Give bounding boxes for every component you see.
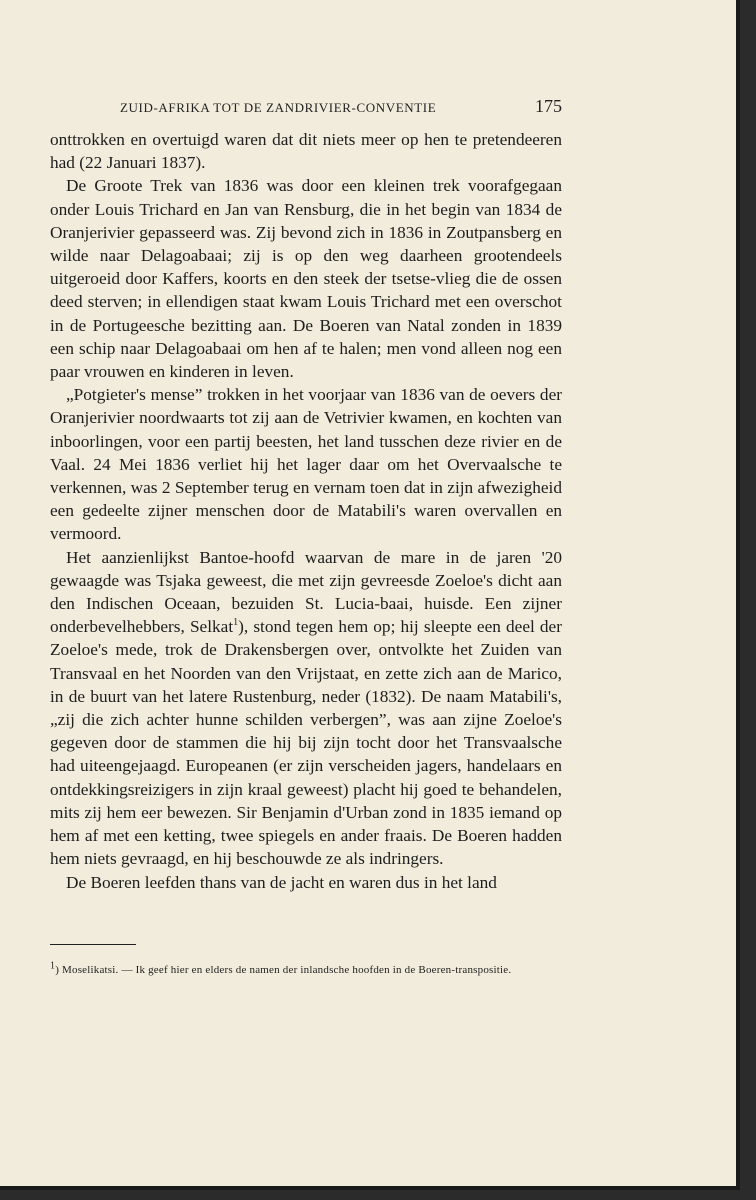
paragraph-text: Het aanzienlijkst Bantoe-hoofd waarvan de mare in de jaren '20 gewaagde was Tsjaka geweest, die met zijn gevreesde Zoeloe's dicht aan den Indischen Oceaan, bezuiden St. Lucia-baai, huisde. Een zijner onderbevelhebbers, Selkat <box>50 547 562 637</box>
footnote-text: ) Moselikatsi. — Ik geef hier en elders de namen der inlandsche hoofden in de Boeren-transpositie. <box>55 964 512 976</box>
footnote <box>50 962 562 978</box>
body-text <box>50 128 562 894</box>
footnote-reference: 1 <box>233 617 239 629</box>
paragraph <box>50 546 562 871</box>
paragraph: De Groote Trek van 1836 was door een kleinen trek voorafgegaan onder Louis Trichard en Jan van Rensburg, die in het begin van 1834 de Oranjerivier gepasseerd was. Zij bevond zich in 1836 in Zoutpansberg en wilde naar Delagoabaai; zij is op den weg daarheen grootendeels uitgeroeid door Kaffers, koorts en den steek der tsetse-vlieg die de ossen deed sterven; in ellendigen staat kwam Louis Trichard met een overschot in de Portugeesche bezitting aan. De Boeren van Natal zonden in 1839 een schip naar Delagoabaai om hen af te halen; men vond alleen nog een paar vrouwen en kinderen in leven. <box>50 176 562 382</box>
footnote-marker: 1 <box>50 960 56 972</box>
paragraph-text: ), stond tegen hem op; hij sleepte een deel der Zoeloe's mede, trok de Drakensbergen over, ontvolkte het Zuiden van Transvaal en het Noorden van den Vrijstaat, en zette zich aan de Marico, in de buurt van het latere Rustenburg, neder (1832). De naam Matabili's, „zij die zich achter hunne schilden verbergen”, was aan zijne Zoeloe's gegeven door de stammen die hij bij zijn tocht door het Transvaalsche had uiteengejaagd. Europeanen (er zijn verscheiden jagers, handelaars en ontdekkingsreizigers in zijn kraal geweest) placht hij goed te behandelen, mits zij hem eer bewezen. Sir Benjamin d'Urban zond in 1835 iemand op hem af met een ketting, twee spiegels en ander fraais. De Boeren hadden hem niets gevraagd, en hij beschouwde ze als indringers. <box>50 617 562 869</box>
footnote-rule <box>50 944 136 945</box>
running-title: ZUID-AFRIKA TOT DE ZANDRIVIER-CONVENTIE <box>120 100 437 115</box>
page-number: 175 <box>535 96 562 116</box>
paragraph: De Boeren leefden thans van de jacht en waren dus in het land <box>66 872 497 892</box>
paragraph: „Potgieter's mense” trokken in het voorjaar van 1836 van de oevers der Oranjerivier noordwaarts tot zij aan de Vetrivier kwamen, en kochten van inboorlingen, voor een partij beesten, het land tusschen deze rivier en de Vaal. 24 Mei 1836 verliet hij het lager daar om het Overvaalsche te verkennen, was 2 September terug en vernam toen dat in zijn afwezigheid een gedeelte zijner menschen door de Matabili's waren overvallen en vermoord. <box>50 385 562 544</box>
paragraph: onttrokken en overtuigd waren dat dit niets meer op hen te pretendeeren had (22 Januari 1837). <box>50 130 562 173</box>
page-header <box>48 96 564 118</box>
